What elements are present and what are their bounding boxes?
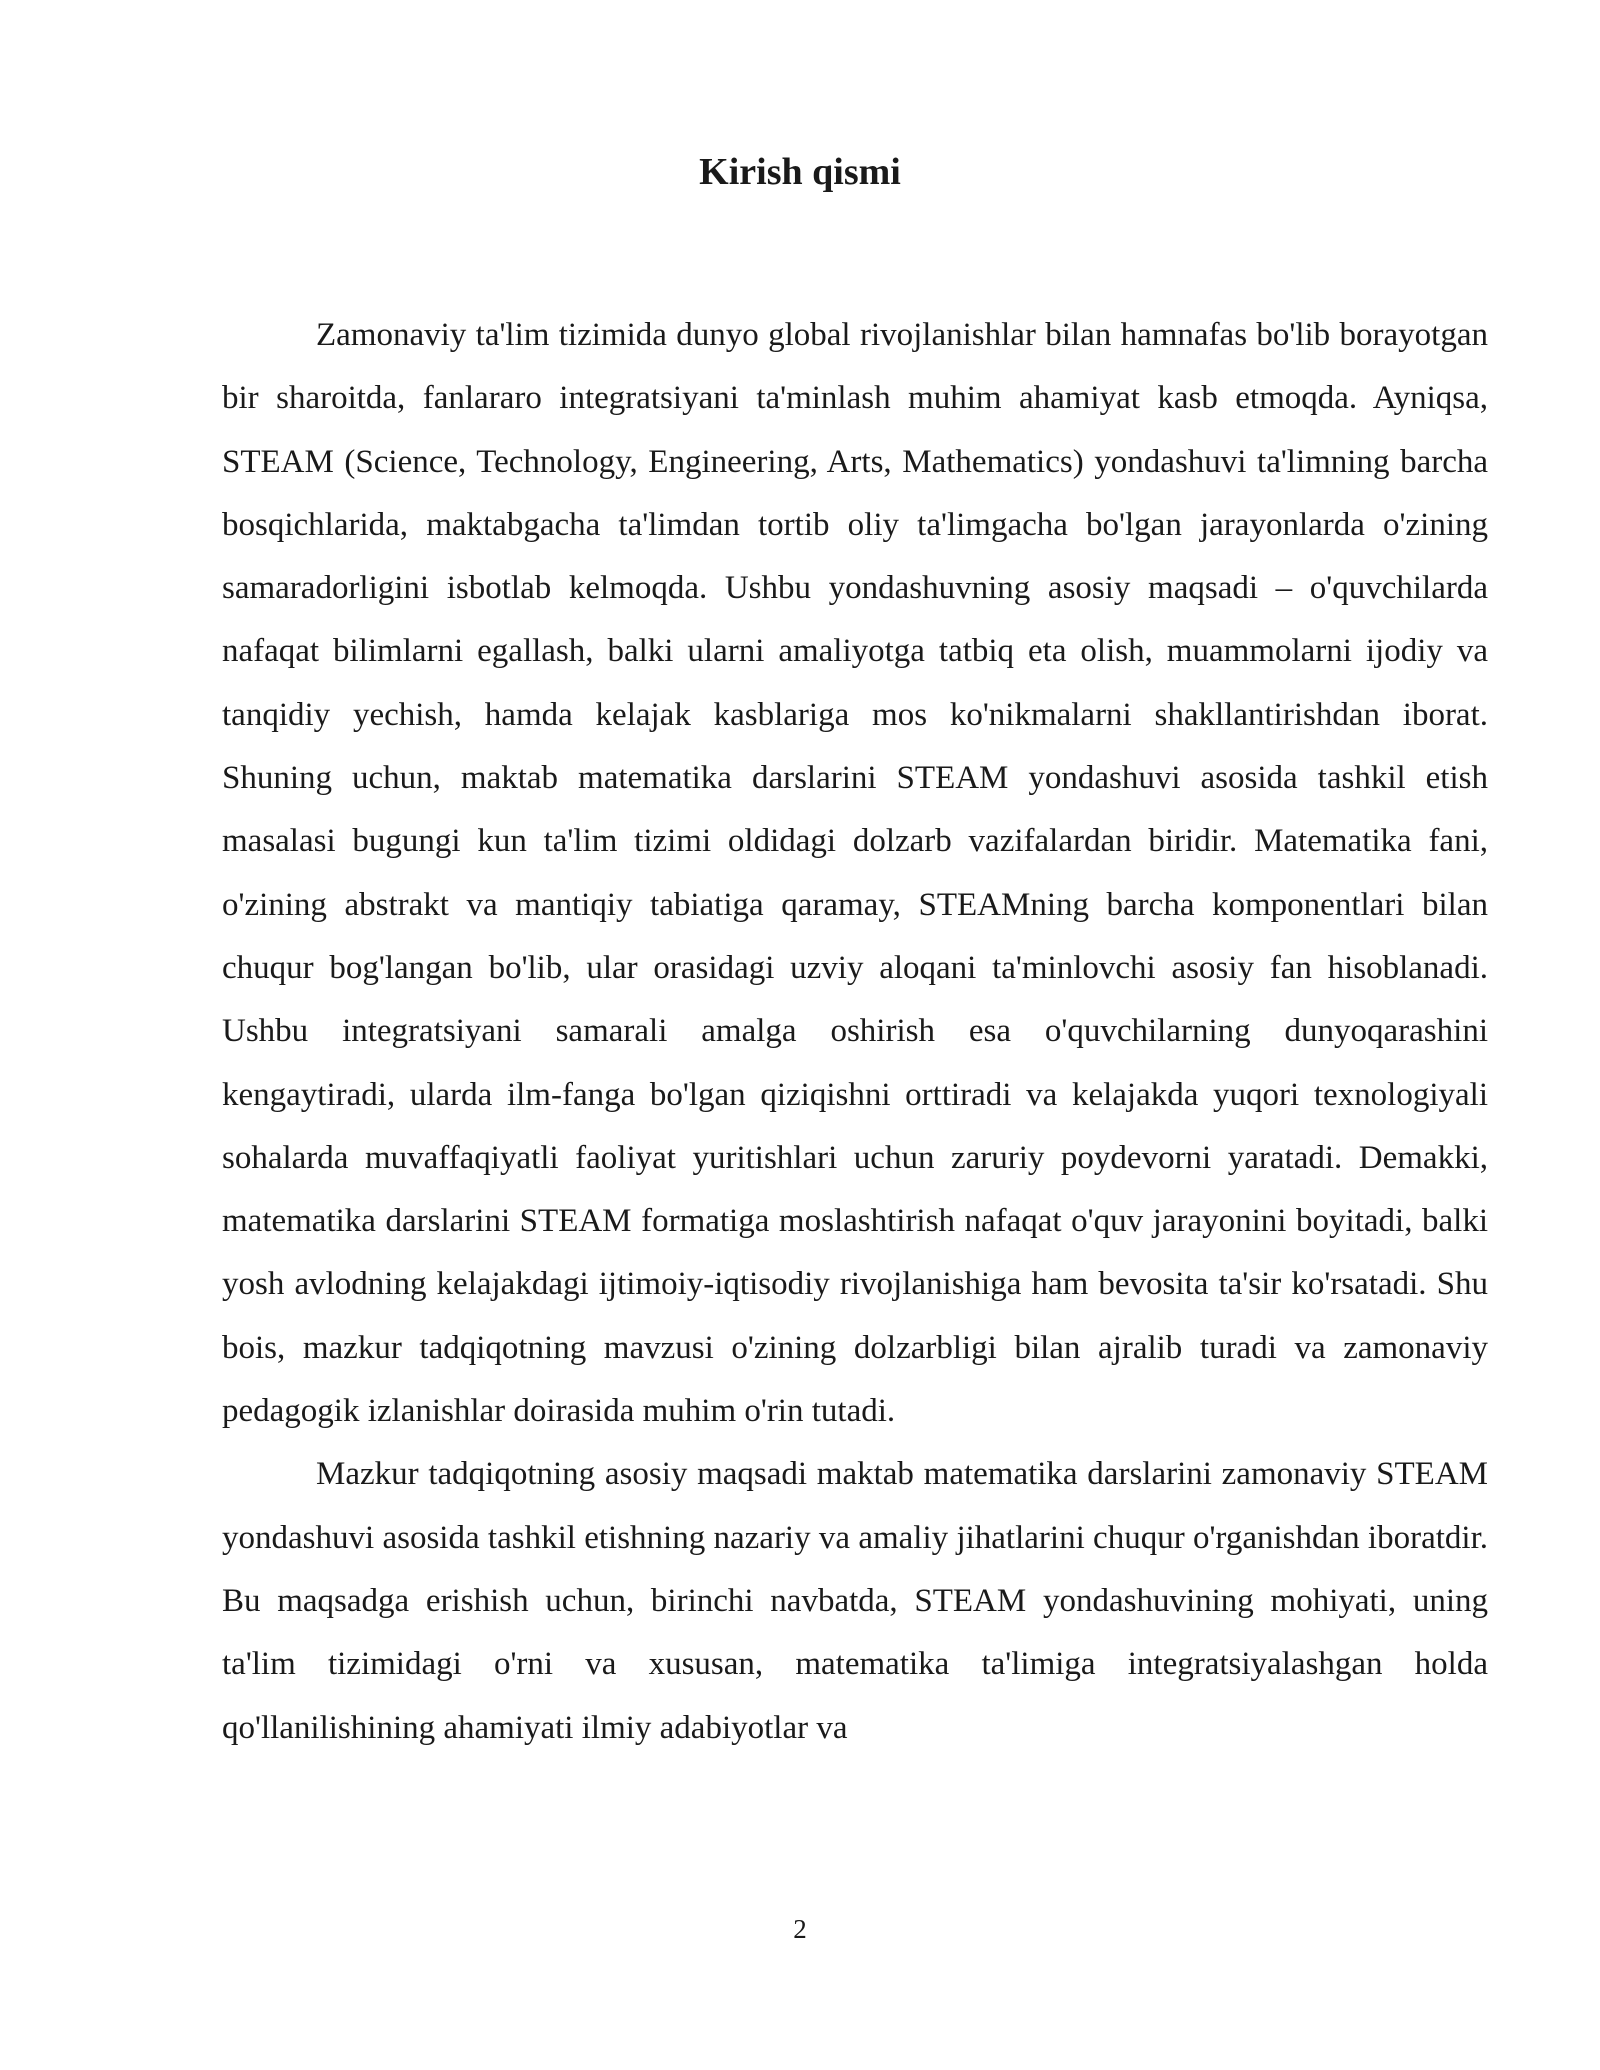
body-text	[222, 304, 1488, 1760]
paragraph-2: Mazkur tadqiqotning asosiy maqsadi maktab matematika darslarini zamonaviy STEAM yondashuvi asosida tashkil etishning nazariy va amaliy jihatlarini chuqur o'rganishdan iboratdir. Bu maqsadga erishish uchun, birinchi navbatda, STEAM yondashuvining mohiyati, uning ta'lim tizimidagi o'rni va xususan, matematika ta'limiga integratsiyalashgan holda qo'llanilishining ahamiyati ilmiy adabiyotlar va	[222, 1456, 1488, 1746]
page-title: Kirish qismi	[699, 151, 901, 193]
page-number: 2	[793, 1914, 807, 1944]
paragraph-1: Zamonaviy ta'lim tizimida dunyo global rivojlanishlar bilan hamnafas bo'lib borayotgan bir sharoitda, fanlararo integratsiyani ta'minlash muhim ahamiyat kasb etmoqda. Ayniqsa, STEAM (Science, Technology, Engineering, Arts, Mathematics) yondashuvi ta'limning barcha bosqichlarida, maktabgacha ta'limdan tortib oliy ta'limgacha bo'lgan jarayonlarda o'zining samaradorligini isbotlab kelmoqda. Ushbu yondashuvning asosiy maqsadi – o'quvchilarda nafaqat bilimlarni egallash, balki ularni amaliyotga tatbiq eta olish, muammolarni ijodiy va tanqidiy yechish, hamda kelajak kasblariga mos ko'nikmalarni shakllantirishdan iborat. Shuning uchun, maktab matematika darslarini STEAM yondashuvi asosida tashkil etish masalasi bugungi kun ta'lim tizimi oldidagi dolzarb vazifalardan biridir. Matematika fani, o'zining abstrakt va mantiqiy tabiatiga qaramay, STEAMning barcha komponentlari bilan chuqur bog'langan bo'lib, ular orasidagi uzviy aloqani ta'minlovchi asosiy fan hisoblanadi. Ushbu integratsiyani samarali amalga oshirish esa o'quvchilarning dunyoqarashini kengaytiradi, ularda ilm-fanga bo'lgan qiziqishni orttiradi va kelajakda yuqori texnologiyali sohalarda muvaffaqiyatli faoliyat yuritishlari uchun zaruriy poydevorni yaratadi. Demakki, matematika darslarini STEAM formatiga moslashtirish nafaqat o'quv jarayonini boyitadi, balki yosh avlodning kelajakdagi ijtimoiy-iqtisodiy rivojlanishiga ham bevosita ta'sir ko'rsatadi. Shu bois, mazkur tadqiqotning mavzusi o'zining dolzarbligi bilan ajralib turadi va zamonaviy pedagogik izlanishlar doirasida muhim o'rin tutadi.	[222, 317, 1488, 1430]
